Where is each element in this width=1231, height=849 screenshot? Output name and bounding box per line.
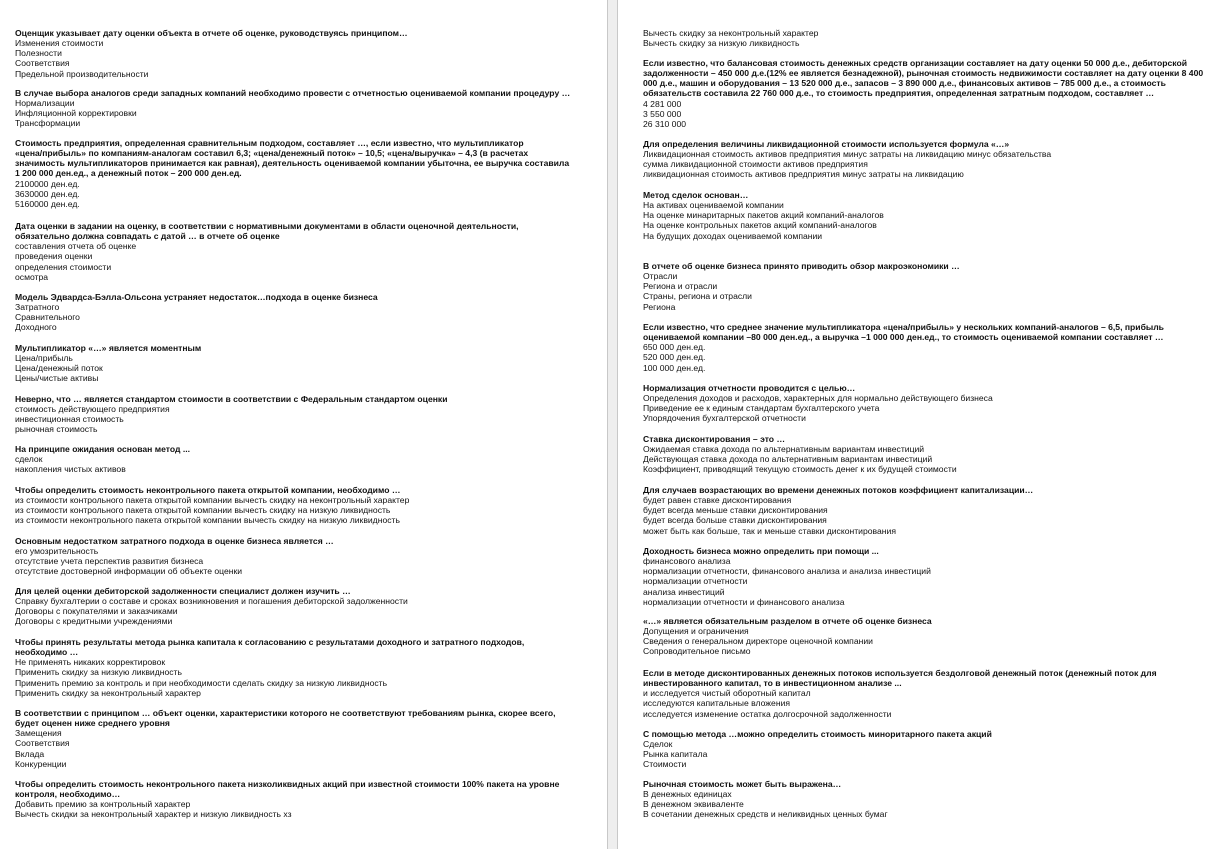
answer-option: накопления чистых активов [15,464,126,475]
answer-option: проведения оценки [15,251,93,262]
answer-option: Вклада [15,748,45,759]
question-text: Для целей оценки дебиторской задолженности специалист должен изучить … [15,586,351,596]
answer-option: Сравнительного [15,312,80,323]
question-text: Модель Эдвардса-Бэлла-Ольсона устраняет недостаток…подхода в оценке бизнеса [15,292,378,302]
answer-option: ликвидационная стоимость активов предприятия минус затраты на ликвидацию [643,169,964,180]
question-text: В отчете об оценке бизнеса принято приводить обзор макроэкономики … [643,261,960,271]
question-text: С помощью метода …можно определить стоимость миноритарного пакета акций [643,729,992,739]
question-text: обязательно должна совпадать с датой … в отчете об оценке [15,231,280,242]
question-block [643,383,1231,424]
answer-option: На будущих доходах оцениваемой компании [643,230,823,241]
question-text: задолженности – 450 000 д.е.(12% ее является безнадежной), рыночная стоимость недвижимости составляет на дату оценки 8 400 [643,68,1204,79]
question-text: Метод сделок основан… [643,190,749,200]
question-text: значимость мультипликаторов принимается как равная), деятельность оцениваемой компании убыточна, ее выручка составила [15,158,570,169]
answer-option: Страны, региона и отрасли [643,291,752,302]
question-block [643,729,1231,770]
answer-option: В денежных единицах [643,789,732,800]
answer-option: может быть как больше, так и меньше ставки дисконтирования [643,525,896,536]
answer-option: Отрасли [643,271,678,282]
answer-option: из стоимости контрольного пакета открытой компании вычесть скидку на неконтрольный характер [15,495,410,506]
answer-option: Приведение ее к единым стандартам бухгалтерского учета [643,403,880,414]
question-text: Оценщик указывает дату оценки объекта в отчете об оценке, руководствуясь принципом… [15,28,408,38]
answer-option: Ликвидационная стоимость активов предприятия минус затраты на ликвидацию минус обязательства [643,149,1052,160]
answer-option: исследуются капитальные вложения [643,698,791,709]
question-block [15,637,607,698]
question-text: контроля, необходимо… [15,789,121,800]
question-text: Стоимость предприятия, определенная сравнительным подходом, составляет …, если известно, что мультипликатор [15,138,524,148]
question-text: Если известно, что среднее значение мультипликатора «цена/прибыль» у нескольких компаний-аналогов – 6,5, прибыль [643,322,1164,332]
answer-option: сумма ликвидационной стоимости активов предприятия [643,159,868,170]
answer-option: отсутствие достоверной информации об объекте оценки [15,566,243,577]
question-text: Чтобы определить стоимость неконтрольного пакета низколиквидных акций при известной стоимости 100% пакета на уровне [15,779,560,789]
question-text: Если в методе дисконтированных денежных потоков используется бездолговой денежный поток (денежный поток для [643,668,1157,678]
answer-option: отсутствие учета перспектив развития бизнеса [15,556,204,567]
question-text: Если известно, что балансовая стоимость денежных средств организации составляет на дату оценки 50 000 д.е., дебиторской [643,58,1188,68]
answer-option: Применить премию за контроль и при необходимости сделать скидку за низкую ликвидность [15,677,388,688]
answer-option: Доходного [15,322,57,333]
answer-option: составления отчета об оценке [15,241,137,252]
question-text: 1 200 000 ден.ед., а денежный поток – 200 000 ден.ед. [15,168,242,179]
question-block [15,292,607,333]
answer-option: из стоимости неконтрольного пакета открытой компании вычесть скидку на низкую ликвидность [15,515,400,526]
question-text: Рыночная стоимость может быть выражена… [643,779,842,789]
question-block [15,586,607,627]
question-block [15,138,607,209]
question-block [643,546,1231,607]
answer-option: будет равен ставке дисконтирования [643,495,792,506]
answer-option: На оценке минаритарных пакетов акций компаний-аналогов [643,210,884,221]
answer-option: Упорядочения бухгалтерской отчетности [643,413,806,424]
question-block [15,444,607,474]
answer-option: Трансформации [15,118,81,129]
answer-option: определения стоимости [15,261,112,272]
question-text: необходимо … [15,647,79,658]
answer-option: В сочетании денежных средств и неликвидных ценных бумаг [643,809,888,820]
question-block [15,779,607,820]
answer-option: Добавить премию за контрольный характер [15,799,191,810]
answer-option: и исследуется чистый оборотный капитал [643,688,811,699]
question-block [643,58,1231,129]
question-text: На принципе ожидания основан метод ... [15,444,190,454]
question-block [643,190,1231,241]
question-text: оцениваемой компании –80 000 ден.ед., а выручка –1 000 000 ден.ед., то стоимость оцениваемой компании составляет … [643,332,1164,343]
answer-option: 650 000 ден.ед. [643,342,706,353]
answer-option: Определения доходов и расходов, характерных для нормально действующего бизнеса [643,393,993,404]
question-block [643,434,1231,475]
answer-option: Не применять никаких корректировок [15,657,166,668]
question-block [15,485,607,526]
answer-option: осмотра [15,271,49,282]
answer-option: финансового анализа [643,556,731,567]
answer-option: исследуется изменение остатка долгосрочной задолженности [643,708,892,719]
answer-option: Сделок [643,739,673,750]
answer-option: Нормализации [15,98,75,109]
answer-option: 4 281 000 [643,98,682,109]
answer-option: Сведения о генеральном директоре оценочной компании [643,636,873,647]
question-block [643,485,1231,536]
answer-option: 5160000 ден.ед. [15,198,80,209]
question-block [643,28,1231,48]
question-text: инвестированного капитал, то в инвестиционном анализе ... [643,678,902,689]
question-block [643,779,1231,820]
answer-option: нормализации отчетности [643,576,748,587]
question-text: Нормализация отчетности проводится с целью… [643,383,856,393]
answer-option: его умозрительность [15,546,99,557]
answer-option: Вычесть скидки за неконтрольный характер и низкую ликвидность хз [15,809,292,820]
answer-option: Ожидаемая ставка дохода по альтернативным вариантам инвестиций [643,444,925,455]
answer-option: Договоры с кредитными учреждениями [15,616,173,627]
question-text: Неверно, что … является стандартом стоимости в соответствии с Федеральным стандартом оценки [15,394,448,404]
answer-option: Затратного [15,302,60,313]
answer-option: Справку бухгалтерии о составе и сроках возникновения и погашения дебиторской задолженности [15,596,408,607]
question-text: Ставка дисконтирования – это … [643,434,786,444]
answer-option: будет всегда больше ставки дисконтирования [643,515,827,526]
document-page-right [618,0,1231,849]
answer-option: В денежном эквиваленте [643,799,744,810]
answer-option: 2100000 ден.ед. [15,178,80,189]
question-block [643,139,1231,180]
question-block [15,708,607,769]
answer-option: Изменения стоимости [15,38,104,49]
answer-option: Вычесть скидку за неконтрольный характер [643,28,819,38]
question-block [643,261,1231,312]
answer-option: анализа инвестиций [643,586,725,597]
answer-option: Действующая ставка дохода по альтернативным вариантам инвестиций [643,454,933,465]
question-text: обязательств составила 22 760 000 д.е., то стоимость предприятия, определенная затратным подходом, составляет … [643,88,1155,99]
question-block [15,343,607,384]
answer-option: Цена/прибыль [15,353,73,364]
answer-option: Допущения и ограничения [643,626,749,637]
answer-option: Конкуренции [15,758,67,769]
answer-option: 100 000 ден.ед. [643,362,706,373]
question-text: Чтобы принять результаты метода рынка капитала к согласованию с результатами доходного и затратного подходов, [15,637,525,647]
answer-option: Цены/чистые активы [15,373,99,384]
answer-option: Вычесть скидку за низкую ликвидность [643,38,800,49]
question-block [15,536,607,577]
question-text: В случае выбора аналогов среди западных компаний необходимо провести с отчетностью оцениваемой компании процедуру … [15,88,571,98]
question-text: 000 д.е., машин и оборудования – 13 520 000 д.е., запасов – 3 890 000 д.е., финансовых активов – 785 000 д.е., а стоимость [643,78,1166,89]
question-text: Мультипликатор «…» является моментным [15,343,202,353]
answer-option: 3630000 ден.ед. [15,188,80,199]
answer-option: На активах оцениваемой компании [643,200,784,211]
answer-option: 26 310 000 [643,118,687,129]
question-text: Основным недостатком затратного подхода в оценке бизнеса является … [15,536,334,546]
answer-option: сделок [15,454,43,465]
question-text: Для определения величины ликвидационной стоимости используется формула «…» [643,139,1010,149]
answer-option: Инфляционной корректировки [15,108,137,119]
question-block [643,322,1231,373]
answer-option: Договоры с покупателями и заказчиками [15,606,178,617]
question-text: «цена/прибыль» по компаниям-аналогам составил 6,3; «цена/денежный поток» – 10,5; «цена/выручка» – 4,3 (в расчетах [15,148,529,159]
question-block [643,668,1231,719]
answer-option: Соответствия [15,58,70,69]
answer-option: инвестиционная стоимость [15,414,124,425]
answer-option: будет всегда меньше ставки дисконтирования [643,505,828,516]
answer-option: Стоимости [643,759,687,770]
answer-option: 3 550 000 [643,108,682,119]
answer-option: Региона и отрасли [643,281,718,292]
answer-option: рыночная стоимость [15,424,98,435]
answer-option: Цена/денежный поток [15,363,103,374]
answer-option: Применить скидку за неконтрольный характер [15,687,201,698]
answer-option: Сопроводительное письмо [643,646,751,657]
answer-option: Полезности [15,48,62,59]
answer-option: На оценке контрольных пакетов акций компаний-аналогов [643,220,877,231]
question-text: Для случаев возрастающих во времени денежных потоков коэффициент капитализации… [643,485,1034,495]
question-block [643,616,1231,657]
answer-option: из стоимости контрольного пакета открытой компании вычесть скидку на низкую ликвидность [15,505,391,516]
question-text: В соответствии с принципом … объект оценки, характеристики которого не соответствуют требованиям рынка, скорее всего, [15,708,556,718]
answer-option: 520 000 ден.ед. [643,352,706,363]
question-block [15,221,607,282]
question-text: Чтобы определить стоимость неконтрольного пакета открытой компании, необходимо … [15,485,401,495]
answer-option: Коэффициент, приводящий текущую стоимость денег к их будущей стоимости [643,464,957,475]
document-page-left [0,0,607,849]
answer-option: Замещения [15,728,62,739]
question-text: будет оценен ниже среднего уровня [15,718,170,729]
page-gutter [607,0,618,849]
answer-option: Предельной производительности [15,68,149,79]
answer-option: нормализации отчетности и финансового анализа [643,596,845,607]
answer-option: стоимость действующего предприятия [15,404,170,415]
question-block [15,88,607,129]
answer-option: Рынка капитала [643,749,708,760]
question-text: Дата оценки в задании на оценку, в соответствии с нормативными документами в области оценочной деятельности, [15,221,519,231]
question-text: Доходность бизнеса можно определить при помощи ... [643,546,879,556]
answer-option: Региона [643,301,676,312]
answer-option: Применить скидку за низкую ликвидность [15,667,182,678]
question-text: «…» является обязательным разделом в отчете об оценке бизнеса [643,616,932,626]
question-block [15,394,607,435]
answer-option: нормализации отчетности, финансового анализа и анализа инвестиций [643,566,931,577]
answer-option: Соответствия [15,738,70,749]
question-block [15,28,607,79]
